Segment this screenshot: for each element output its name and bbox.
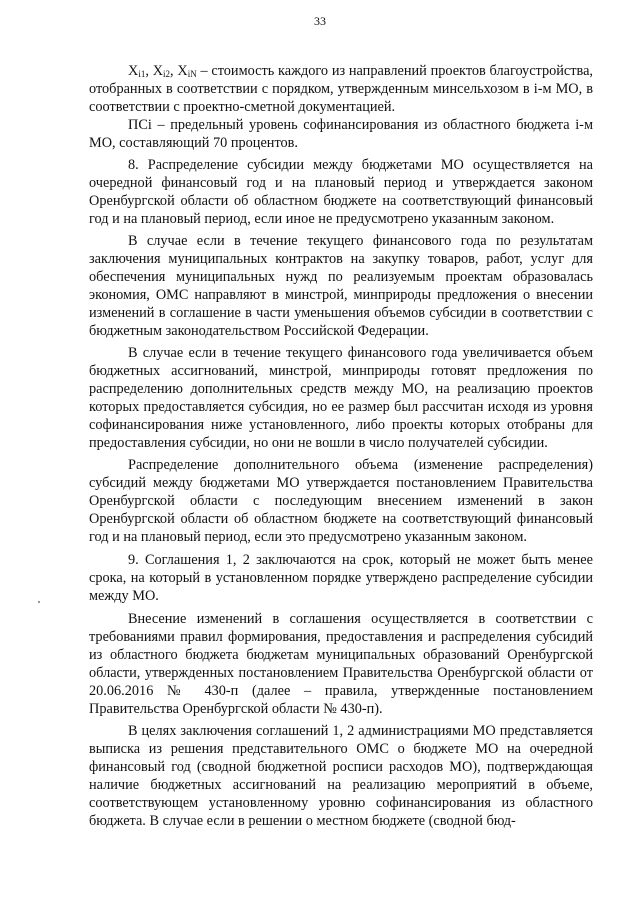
paragraph-savings: В случае если в течение текущего финансового года по результатам заключения муниципальных контрактов на закупку товаров, работ, услуг для обеспечения муниципальных нужд по реализуемым проектам образовалась экономия, ОМС направляют в минстрой, минприроды предложения о внесении изменений в соглашение в части уменьшения объемов субсидии в соответствии с бюджетным законодательством Российской Федерации. bbox=[89, 233, 593, 339]
document-body bbox=[89, 62, 593, 830]
var-x-i2: $X_{i2}$ bbox=[152, 63, 171, 79]
paragraph-budget-extract: В целях заключения соглашений 1, 2 администрациями МО представляется выписка из решения представительного ОМС о бюджете МО на очередной финансовый год (сводной бюджетной росписи расходов МО), подтверждающая наличие бюджетных ассигнований на реализацию мероприятий в объеме, соответствующем установленному уровню софинансирования из областного бюджета. В случае если в решении о местном бюджете (сводной бюд- bbox=[89, 723, 593, 829]
paragraph-additional-funds: В случае если в течение текущего финансового года увеличивается объем бюджетных ассигнований, минстрой, минприроды готовят предложения по распределению дополнительных средств между МО, на реализацию проектов которых предоставляется субсидия, но ее размер был рассчитан исходя из уровня софинансирования ниже установленного, либо проекты которых отобраны для предоставления субсидии, но они не вошли в число получателей субсидии. bbox=[89, 345, 593, 451]
paragraph-cofinancing-level: ПСi – предельный уровень софинансирования из областного бюджета i-м МО, составляющий 70 процентов. bbox=[89, 117, 593, 151]
var-x-in: $X_{iN}$ bbox=[177, 63, 197, 79]
page-number: 33 bbox=[314, 14, 326, 28]
paragraph-redistribution: Распределение дополнительного объема (изменение распределения) субсидий между бюджетами МО утверждается постановлением Правительства Оренбургской области с последующим внесением изменений в закон Оренбургской области об областном бюджете на соответствующий финансовый год и на плановый период, если это предусмотрено указанным законом. bbox=[89, 457, 593, 545]
paragraph-section-9: 9. Соглашения 1, 2 заключаются на срок, который не может быть менее срока, на который в установленном порядке утверждено распределение субсидии между МО. bbox=[89, 552, 593, 604]
paragraph-agreement-changes: Внесение изменений в соглашения осуществляется в соответствии с требованиями правил формирования, предоставления и распределения субсидий из областного бюджета бюджетам муниципальных образований Оренбургской области, утвержденных постановлением Правительства Оренбургской области от 20.06.2016 № 430-п (далее – правила, утвержденные постановлением Правительства Оренбургской области № 430-п). bbox=[89, 611, 593, 717]
var-x-i1: $X_{i1}$ bbox=[128, 63, 146, 79]
paragraph-text: – стоимость каждого из направлений проектов благоустройства, отобранных в соответствии с порядком, утвержденным минсельхозом в i-м МО, в соответствии с проектно-сметной документацией. bbox=[89, 63, 593, 115]
paragraph-formula-variables: $X_{i1}$, $X_{i2}$, $X_{iN}$ – стоимость каждого из направлений проектов благоустройства, отобранных в соответствии с порядком, утвержденным минсельхозом в i-м МО, в соответствии с проектно-сметной документацией. bbox=[89, 63, 593, 115]
paragraph-section-8: 8. Распределение субсидии между бюджетами МО осуществляется на очередной финансовый год и на плановый период и утверждается законом Оренбургской области об областном бюджете на соответствующий финансовый год и на плановый период, если иное не предусмотрено указанным законом. bbox=[89, 157, 593, 227]
scan-speck bbox=[38, 601, 40, 603]
